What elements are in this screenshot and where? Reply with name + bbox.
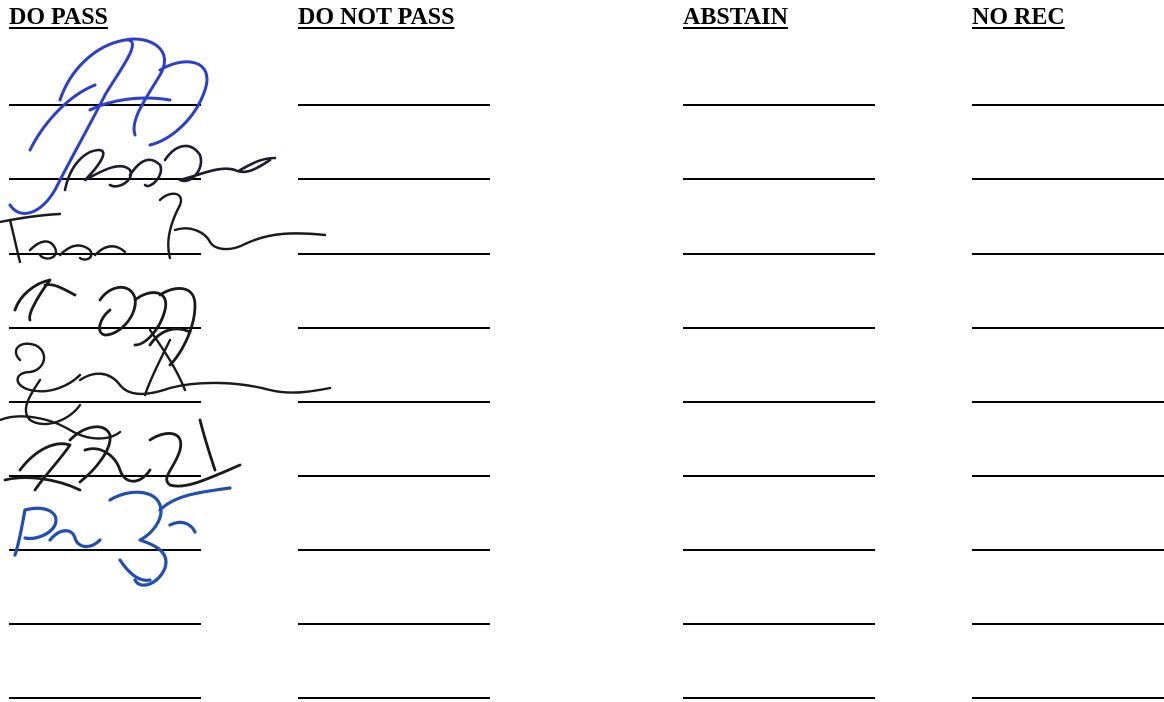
signature-line (683, 549, 875, 551)
signature-line (9, 178, 201, 180)
column-abstain (683, 0, 875, 702)
heading-do-pass: DO PASS (9, 4, 108, 30)
column-no-rec (972, 0, 1164, 702)
signature-line (9, 327, 201, 329)
signature-line (972, 475, 1164, 477)
signature-line (683, 475, 875, 477)
signature-line (9, 401, 201, 403)
signature-line (298, 104, 490, 106)
signature-line (298, 178, 490, 180)
signature-line (9, 104, 201, 106)
signature-line (298, 327, 490, 329)
signature-line (972, 253, 1164, 255)
signature-line (298, 253, 490, 255)
signature-line (298, 475, 490, 477)
signature-line (9, 253, 201, 255)
signature-line (298, 697, 490, 699)
signature-line (683, 253, 875, 255)
heading-no-rec: NO REC (972, 4, 1065, 30)
signature-line (683, 104, 875, 106)
signature-line (683, 327, 875, 329)
signature-line (298, 401, 490, 403)
signature-line (972, 327, 1164, 329)
signature-line (972, 401, 1164, 403)
heading-do-not-pass: DO NOT PASS (298, 4, 455, 30)
signature-line (683, 623, 875, 625)
signature-line (683, 178, 875, 180)
signature-line (972, 549, 1164, 551)
signature-line (972, 178, 1164, 180)
signature-line (9, 549, 201, 551)
column-do-not-pass (298, 0, 490, 702)
signature-line (683, 401, 875, 403)
signature-line (298, 623, 490, 625)
signature-line (972, 697, 1164, 699)
signature-line (9, 697, 201, 699)
heading-abstain: ABSTAIN (683, 4, 788, 30)
column-do-pass (9, 0, 201, 702)
signature-line (972, 623, 1164, 625)
signature-line (298, 549, 490, 551)
signature-line (9, 623, 201, 625)
signature-line (683, 697, 875, 699)
signature-line (9, 475, 201, 477)
signature-line (972, 104, 1164, 106)
